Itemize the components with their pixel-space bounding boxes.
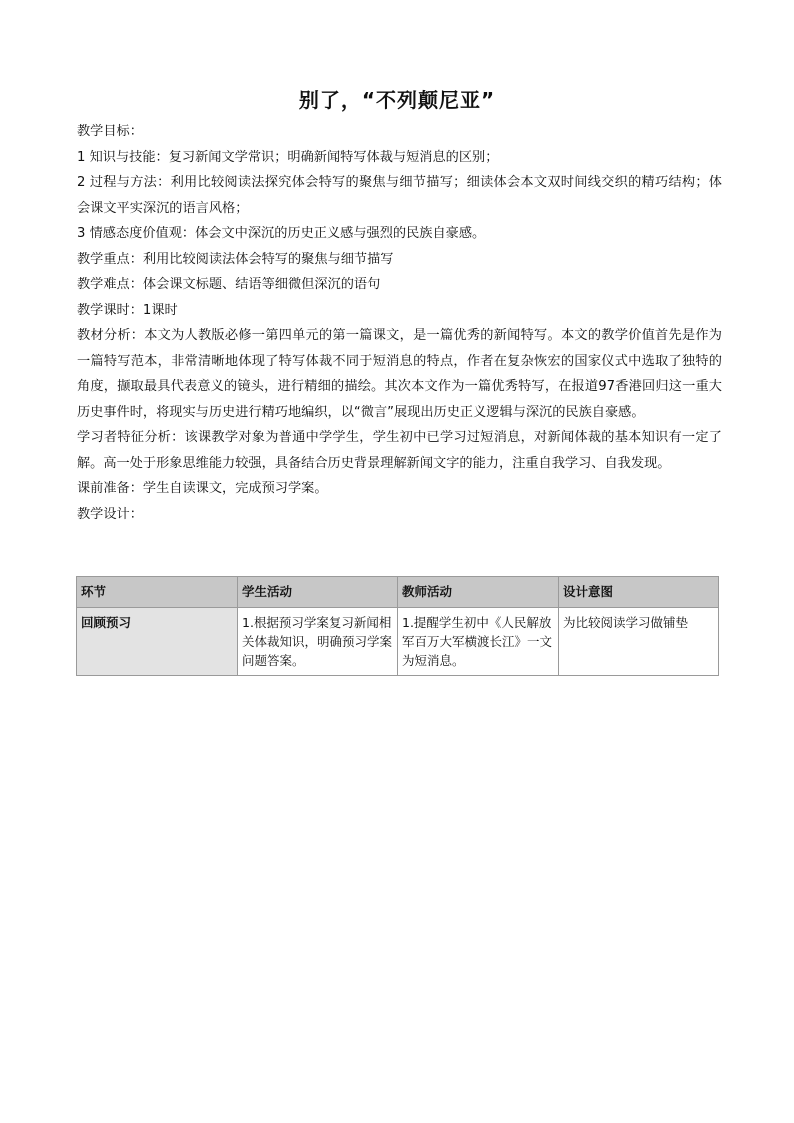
- paragraph-key-point: 教学重点：利用比较阅读法体会特写的聚焦与细节描写: [77, 251, 394, 267]
- paragraph-design-heading: 教学设计：: [77, 506, 143, 522]
- paragraph-difficulty: 教学难点：体会课文标题、结语等细微但深沉的语句: [77, 277, 381, 292]
- paragraph-objective-emotion: 3 情感态度价值观：体会文中深沉的历史正义感与强烈的民族自豪感。: [77, 226, 486, 241]
- table-cell-stage: 回顾预习: [77, 608, 238, 676]
- paragraph-objective-knowledge: 1 知识与技能：复习新闻文学常识；明确新闻特写体裁与短消息的区别；: [77, 149, 499, 165]
- column-header-design-intent: 设计意图: [559, 577, 719, 608]
- paragraph-preparation: 课前准备：学生自读课文，完成预习学案。: [77, 481, 328, 496]
- table-header-row: [77, 577, 719, 608]
- paragraph-class-hours: 教学课时：1课时: [77, 302, 178, 318]
- teaching-design-table: [76, 576, 719, 676]
- document-body: [77, 119, 722, 527]
- table-row: [77, 608, 719, 676]
- column-header-stage: 环节: [77, 577, 238, 608]
- column-header-teacher-activity: 教师活动: [398, 577, 559, 608]
- paragraph-learner-analysis: 学习者特征分析：该课教学对象为普通中学学生，学生初中已学习过短消息，对新闻体裁的基本知识有一定了解。高一处于形象思维能力较强，具备结合历史背景理解新闻文字的能力，注重自我学习、自我发现。: [77, 430, 722, 471]
- document-title: 别了，“不列颠尼亚”: [298, 88, 496, 112]
- column-header-student-activity: 学生活动: [238, 577, 398, 608]
- paragraph-objective-process: 2 过程与方法：利用比较阅读法探究体会特写的聚焦与细节描写；细读体会本文双时间线交织的精巧结构；体会课文平实深沉的语言风格；: [77, 175, 722, 216]
- paragraph-material-analysis: 教材分析：本文为人教版必修一第四单元的第一篇课文，是一篇优秀的新闻特写。本文的教学价值首先是作为一篇特写范本，非常清晰地体现了特写体裁不同于短消息的特点，作者在复杂恢宏的国家仪式中选取了独特的角度，撷取最具代表意义的镜头，进行精细的描绘。其次本文作为一篇优秀特写，在报道97香港回归这一重大历史事件时，将现实与历史进行精巧地编织，以“微言”展现出历史正义逻辑与深沉的民族自豪感。: [77, 328, 722, 420]
- table-cell-teacher-activity: 1.提醒学生初中《人民解放军百万大军横渡长江》一文为短消息。: [398, 608, 559, 676]
- paragraph-objectives-heading: 教学目标：: [77, 124, 143, 139]
- table-cell-student-activity: 1.根据预习学案复习新闻相关体裁知识，明确预习学案问题答案。: [238, 608, 398, 676]
- table-cell-design-intent: 为比较阅读学习做铺垫: [559, 608, 719, 676]
